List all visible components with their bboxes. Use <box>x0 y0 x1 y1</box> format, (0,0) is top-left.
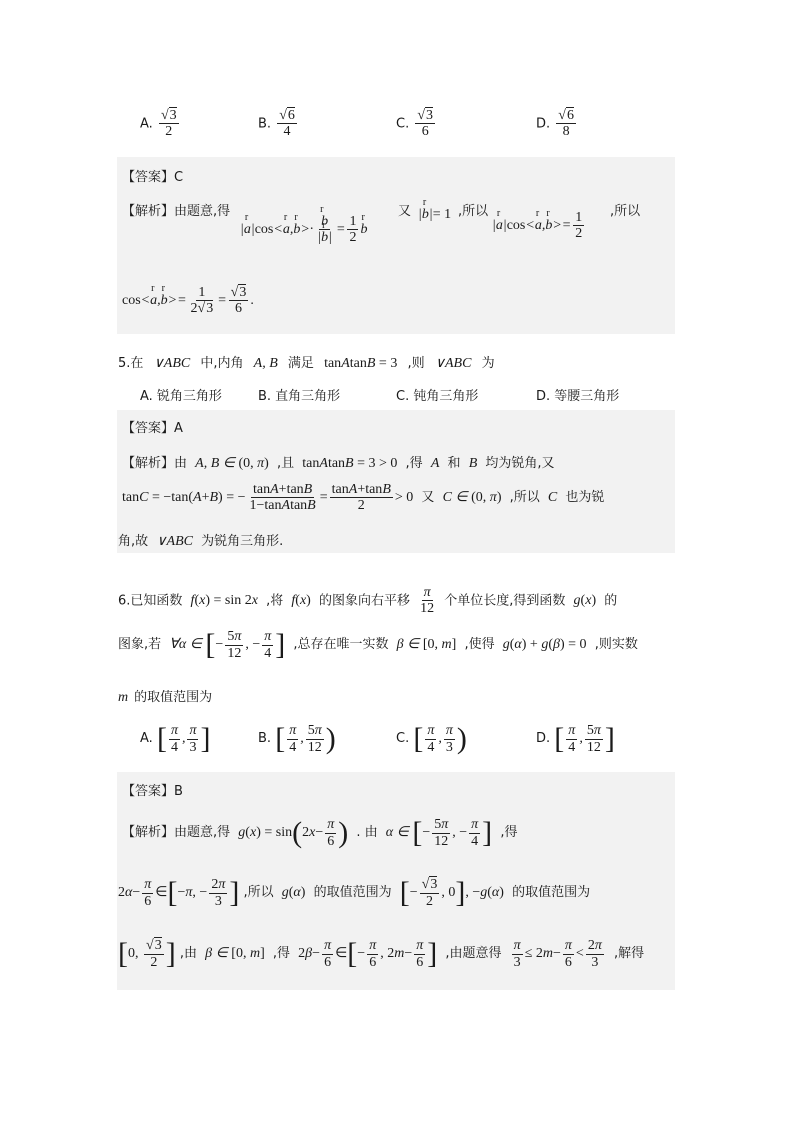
q5-analysis-line2: tanC = −tan(A+B) = − $\frac{\tan A+\tan B}{\text{1−tanAtanB}}$ = $\frac{\tan A+\tan B}{2}$ > 0 又 C ∈ (0, π) ,所以 C 也为锐 <box>122 482 605 514</box>
q6-stem-line1: 6.已知函数 f(x) = sin 2x ,将 f(x) 的图象向右平移 $\frac{\pi}{12}$ 个单位长度,得到函数 g(x) 的 <box>118 585 618 617</box>
q6-choice-b: B. [ $\frac{\pi}{4}$ , $\frac{5\pi}{12}$ ) <box>258 722 336 755</box>
q5-stem: 5.在 ∨ABC 中,内角 A, B 满足 tanAtanB = 3 ,则 ∨ABC 为 <box>118 356 495 371</box>
q4-choice-d: D. $\frac{√6}{8}$ <box>536 108 574 140</box>
q6-choice-d: D. [ $\frac{\pi}{4}$ , $\frac{5\pi}{12}$ ] <box>536 722 615 755</box>
q6-analysis-line2: 2α− $\frac{\pi}{6}$ ∈[−π, − $\frac{2\pi}{3}$ ] ,所以 g(α) 的取值范围为 [− $\frac{√3}{2}$ , 0], −g(α) 的取值范围为 <box>118 876 591 909</box>
q4-choice-a: A. $\frac{√3}{2}$ <box>140 108 177 140</box>
q4-formula-3: |r a|cos<r a,r b>= $\frac{1}{2}$ <box>492 210 586 242</box>
q5-choice-d: D. 等腰三角形 <box>536 389 620 404</box>
q4-answer: 【答案】C <box>122 170 184 185</box>
q5-choice-c: C. 钝角三角形 <box>396 389 479 404</box>
q6-analysis-line3: [0, $\frac{√3}{2}$ ] ,由 β ∈ [0, m] ,得 2β− $\frac{\pi}{6}$ ∈[− $\frac{\pi}{6}$ , 2m− $\frac{\pi}{6}$ ] ,由题意得 $\frac{\pi}{3}$ ≤ 2m− $\frac{\pi}{6}$ < $\frac{2\pi}{3}$ ,解得 <box>118 937 645 970</box>
q4-choice-c: C. $\frac{√3}{6}$ <box>396 108 434 140</box>
q6-stem-line2: 图象,若 ∀α ∈ [− $\frac{5\pi}{12}$ , − $\frac{\pi}{4}$ ] ,总存在唯一实数 β ∈ [0, m] ,使得 g(α) + g(β) = 0 ,则实数 <box>118 628 638 661</box>
q6-choice-a: A. [ $\frac{\pi}{4}$ , $\frac{\pi}{3}$ ] <box>140 722 211 755</box>
q4-formula-4: cos<r a,r b>= $\frac{1}{2√3}$ = $\frac{√3}{6}$ . <box>122 285 254 317</box>
q5-choice-b: B. 直角三角形 <box>258 389 341 404</box>
q6-stem-line3: m 的取值范围为 <box>118 690 213 705</box>
q5-analysis-line3: 角,故 ∨ABC 为锐角三角形. <box>118 534 284 549</box>
q4-choice-b: B. $\frac{√6}{4}$ <box>258 108 295 140</box>
q5-analysis-line1: 【解析】由 A, B ∈ (0, π) ,且 tanAtanB = 3 > 0 ,得 A 和 B 均为锐角,又 <box>122 456 555 471</box>
q4-text-you: 又 <box>398 204 412 219</box>
q4-text-suoyi2: ,所以 <box>610 204 641 219</box>
q6-analysis-line1: 【解析】由题意,得 g(x) = sin(2x− $\frac{\pi}{6}$ ) . 由 α ∈ [− $\frac{5\pi}{12}$ , − $\frac{\pi}{4}$ ] ,得 <box>122 816 518 849</box>
q4-formula-1: |r a|cos<r a,r b>· r $\frac{b}{\text{|r b|}}$ = $\frac{1}{2}$ r b <box>240 214 367 246</box>
q4-formula-2: |r b|= 1 <box>418 207 451 223</box>
q4-analysis-line1: 【解析】由题意,得 <box>122 204 231 219</box>
q6-choice-c: C. [ $\frac{\pi}{4}$ , $\frac{\pi}{3}$ ) <box>396 722 467 755</box>
q5-answer: 【答案】A <box>122 421 183 436</box>
q4-text-suoyi: ,所以 <box>458 204 489 219</box>
q5-choice-a: A. 锐角三角形 <box>140 389 222 404</box>
q6-answer: 【答案】B <box>122 784 183 799</box>
